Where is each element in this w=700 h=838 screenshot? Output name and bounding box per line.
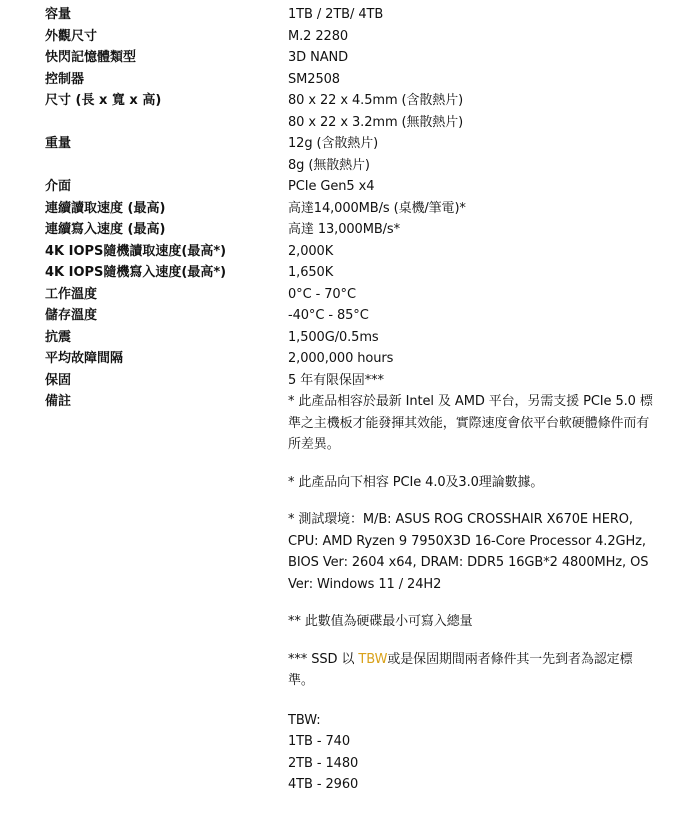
spec-row xyxy=(45,219,655,241)
spec-label: 快閃記憶體類型 xyxy=(45,50,137,65)
tbw-value-4tb: 4TB - 2960 xyxy=(288,777,359,792)
spec-row xyxy=(45,305,655,327)
spec-label: 外觀尺寸 xyxy=(45,28,98,44)
spec-row xyxy=(45,90,655,133)
spec-label: 保固 xyxy=(45,372,72,388)
spec-value xyxy=(288,370,655,392)
tbw-value-2tb: 2TB - 1480 xyxy=(288,755,359,771)
spec-value xyxy=(288,348,655,370)
spec-value xyxy=(288,327,655,349)
spec-row xyxy=(45,241,655,263)
spec-row xyxy=(45,348,655,370)
spec-value xyxy=(288,198,655,220)
spec-label: 4K IOPS隨機讀取速度(最高*) xyxy=(45,243,227,259)
spec-label: 儲存溫度 xyxy=(45,308,98,323)
spec-value-line: 2,000K xyxy=(288,243,334,259)
remarks-content xyxy=(288,391,655,796)
spec-label: 重量 xyxy=(45,136,72,151)
spec-table xyxy=(45,4,655,796)
spec-row-remarks xyxy=(45,391,655,796)
spec-row xyxy=(45,26,655,48)
spec-value-line: 0°C - 70°C xyxy=(288,286,356,302)
spec-value xyxy=(288,241,655,263)
spec-value-line: 1TB / 2TB/ 4TB xyxy=(288,7,384,22)
remark-test-environment: * 測試環境：M/B: ASUS ROG CROSSHAIR X670E HERO, CPU: AMD Ryzen 9 7950X3D 16-Core Processor 4.2GHz, BIOS Ver: 2604 x64, DRAM: DDR5 16GB*2 4800MHz, OS Ver: Windows 11 / 24H2 xyxy=(288,512,649,592)
spec-label: 介面 xyxy=(45,179,72,194)
spec-label: 4K IOPS隨機寫入速度(最高*) xyxy=(45,265,227,280)
spec-label: 抗震 xyxy=(45,329,72,345)
spec-row xyxy=(45,284,655,306)
spec-label: 容量 xyxy=(45,7,72,22)
remark-min-write: ** 此數值為硬碟最小可寫入總量 xyxy=(288,614,473,629)
spec-value xyxy=(288,133,655,176)
spec-row xyxy=(45,198,655,220)
spec-label: 連續寫入速度 (最高) xyxy=(45,222,166,237)
spec-value-line: -40°C - 85°C xyxy=(288,308,369,323)
spec-label: 控制器 xyxy=(45,71,85,87)
spec-value-line: 12g (含散熱片) xyxy=(288,136,379,151)
spec-value-line: 高達14,000MB/s (桌機/筆電)* xyxy=(288,200,466,216)
spec-value-line: M.2 2280 xyxy=(288,28,349,44)
spec-rows xyxy=(45,4,655,391)
spec-value xyxy=(288,47,655,69)
spec-value-line: 5 年有限保固*** xyxy=(288,372,384,388)
spec-value-line: SM2508 xyxy=(288,71,340,87)
spec-value-line: 80 x 22 x 4.5mm (含散熱片) xyxy=(288,93,464,108)
spec-row xyxy=(45,133,655,176)
spec-value xyxy=(288,219,655,241)
remark-warranty-prefix: *** SSD 以 xyxy=(288,651,359,667)
spec-value xyxy=(288,4,655,26)
remark-warranty-criteria xyxy=(288,649,655,692)
spec-value-line: 高達 13,000MB/s* xyxy=(288,222,401,237)
tbw-value-1tb: 1TB - 740 xyxy=(288,734,350,749)
spec-row xyxy=(45,327,655,349)
spec-value-line: 80 x 22 x 3.2mm (無散熱片) xyxy=(288,114,464,130)
remark-warranty-suffix: 或是保固期間兩者條件其一先到者為認定標準。 xyxy=(288,651,633,688)
tbw-link[interactable]: TBW xyxy=(358,651,388,667)
spec-row xyxy=(45,69,655,91)
tbw-title: TBW: xyxy=(288,712,321,728)
spec-value xyxy=(288,305,655,327)
spec-value xyxy=(288,176,655,198)
remark-compatibility: * 此產品相容於最新 Intel 及 AMD 平台，另需支援 PCIe 5.0 標準之主機板才能發揮其效能，實際速度會依平台軟硬體條件而有所差異。 xyxy=(288,394,653,452)
spec-value xyxy=(288,284,655,306)
spec-value-line: 1,500G/0.5ms xyxy=(288,329,379,345)
spec-value-line: 3D NAND xyxy=(288,50,349,65)
spec-value xyxy=(288,69,655,91)
spec-row xyxy=(45,47,655,69)
spec-row xyxy=(45,370,655,392)
tbw-list xyxy=(288,710,655,796)
spec-label: 尺寸 (長 x 寬 x 高) xyxy=(45,93,162,108)
spec-value-line: 2,000,000 hours xyxy=(288,351,394,366)
spec-value xyxy=(288,90,655,133)
spec-value-line: PCIe Gen5 x4 xyxy=(288,179,375,194)
spec-value-line: 1,650K xyxy=(288,265,334,280)
spec-value-line: 8g (無散熱片) xyxy=(288,157,370,173)
spec-row xyxy=(45,176,655,198)
spec-label: 平均故障間隔 xyxy=(45,351,124,366)
spec-row xyxy=(45,4,655,26)
spec-row xyxy=(45,262,655,284)
remark-backward-compat: * 此產品向下相容 PCIe 4.0及3.0理論數據。 xyxy=(288,474,544,490)
spec-label: 工作溫度 xyxy=(45,286,98,302)
spec-value xyxy=(288,262,655,284)
spec-value xyxy=(288,26,655,48)
spec-label: 連續讀取速度 (最高) xyxy=(45,200,166,216)
spec-label-remarks: 備註 xyxy=(45,394,72,409)
